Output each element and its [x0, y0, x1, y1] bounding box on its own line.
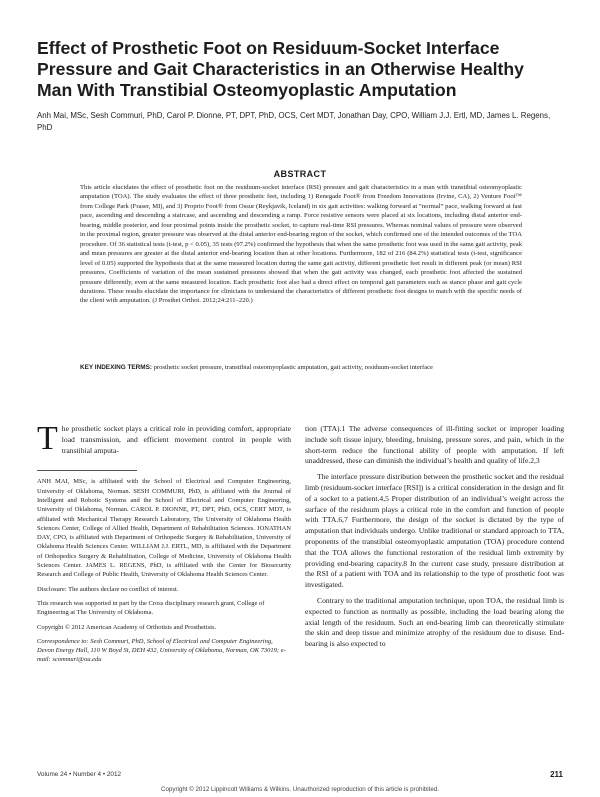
copyright-note: Copyright © 2012 American Academy of Orthotists and Prosthetists. [37, 623, 217, 631]
journal-footer: Volume 24 • Number 4 • 2012 [37, 771, 122, 778]
intro-text: he prosthetic socket plays a critical role in providing comfort, appropriate load transmission, and efficient movement control in people with transtibial amputa- [61, 424, 291, 455]
author-list: Anh Mai, MSc, Sesh Commuri, PhD, Carol P. Dionne, PT, DPT, PhD, OCS, Cert MDT, Jonathan Day, CPO, William J.J. Ertl, MD, James L. Regens, PhD [37, 111, 551, 132]
article-title: Effect of Prosthetic Foot on Residuum-Socket Interface Pressure and Gait Characteristics in an Otherwise Healthy Man With Transtibial Osteomyoplastic Amputation [37, 38, 524, 100]
intro-paragraph [37, 420, 291, 457]
keywords-text: prosthetic socket pressure, transtibial osteomyoplastic amputation, gait activity, residuum-socket interface [153, 364, 433, 371]
body-paragraph: Contrary to the traditional amputation technique, upon TOA, the residual limb is expected to function as normally as possible, including the load bearing along the axial length of the residuum. Such an end-bearing limb can theoretically stimulate the skin and deep tissue and minimize atrophy of the residuum due to disuse. End-bearing is also expected to [305, 595, 564, 649]
abstract-heading: ABSTRACT [273, 169, 327, 179]
disclosure-note: Disclosure: The authors declare no conflict of interest. [37, 585, 179, 593]
correspondence-note [37, 637, 291, 665]
copyright-footer: Copyright © 2012 Lippincott Williams & Wilkins. Unauthorized reproduction of this article is prohibited. [161, 786, 439, 793]
author-notes [37, 477, 291, 664]
footnote-divider [37, 470, 137, 471]
funding-note: This research was supported in part by the Cross disciplinary research grant, College of Engineering at The University of Oklahoma. [37, 599, 265, 617]
body-paragraph: The interface pressure distribution between the prosthetic socket and the residual limb (residuum-socket interface [RSI]) is a critical consideration in the design and fit of a socket to a patient.4,5 Proper distribution of an individual’s weight across the surface of the residuum plays a critical role in the comfort and function of people with TTA.6,7 Furthermore, the design of the socket is dictated by the type of amputation that individuals undergo. Unlike traditional or standard approach to TTA, proponents of the transtibial osteomyoplastic amputation (TOA) procedure contend that the TOA allows the functional restoration of the residual limb extremity by providing end-bearing capacity.8 In the current case study, pressure distribution at the RSI of a patient with TOA and its relationship to the type of prosthetic foot was investigated. [305, 472, 564, 590]
keywords-block [80, 363, 522, 372]
affiliations-note: ANH MAI, MSc, is affiliated with the School of Electrical and Computer Engineering, University of Oklahoma, Norman. SESH COMMURI, PhD, is affiliated with the Journal of Intelligent and Robotic Systems and the School of Electrical and Computer Engineering, University of Oklahoma, Norman. CAROL P. DIONNE, PT, DPT, PhD, OCS, CERT MDT, is affiliated with Mechanical Therapy Research Laboratory, The University of Oklahoma Health Sciences Center, College of Allied Health, Department of Rehabilitation Sciences. JONATHAN DAY, CPO, is affiliated with Department of Orthopedic Surgery & Rehabilitation, University of Oklahoma Health Sciences Center. WILLIAM J.J. ERTL, MD, is affiliated with the Department of Orthopedics Surgery & Rehabilitation, College of Medicine, University of Oklahoma Health Sciences Center. JAMES L. REGENS, PhD, is affiliated with the Center for Biosecurity Research and College of Public Health, University of Oklahoma Health Sciences Center. [37, 478, 291, 579]
body-paragraph: tion (TTA).1 The adverse consequences of ill-fitting socket or improper loading include soft tissue injury, bleeding, bruising, pressure sores, and pain, which in the short-term reduce the functional ability of people with amputation. If left unaddressed, these can diminish the individual’s health and quality of life.2,3 [305, 424, 564, 466]
right-column [305, 424, 564, 655]
page-number: 211 [550, 770, 563, 779]
correspondence-text: Correspondence to: Sesh Commuri, PhD, School of Electrical and Computer Engineering, Devon Energy Hall, 110 W Boyd St, DEH 432, University of Oklahoma, Norman, OK 73019; e-mail: scommuri@ou.edu [37, 637, 286, 664]
left-column [37, 420, 291, 670]
keywords-label: KEY INDEXING TERMS: [80, 364, 152, 371]
drop-cap: T [37, 420, 58, 457]
abstract-text: This article elucidates the effect of prosthetic foot on the residuum-socket interface (RSI) pressure and gait characteristics in a man with transtibial osteomyoplastic amputation (TOA). The study evaluates the effect of three prosthetic feet, including 1) Renegade Foot® from Freedom Innovations (Irvine, CA), 2) Venture Foot™ from College Park (Fraser, MI), and 3) Proprio Foot® from Ossur (Reykjavik, Iceland) in six gait activities: walking forward at “normal” pace, walking forward at fast pace, ascending and descending a staircase, and ascending and descending a ramp. Force resistive sensors were placed at six locations, including distal anterior end-bearing, middle posterior, and four proximal points inside the prosthetic socket, to capture real-time RSI pressures. Whereas nominal values of pressure were observed in the proximal region, greater pressure was observed at the distal anterior end-bearing region of the socket, which confirmed one of the intended outcomes of the TOA procedure. Of 36 statistical tests (t-test, p < 0.05), 35 tests (97.2%) confirmed the hypothesis that when the same prosthetic foot was used in the same gait activity, peak and mean pressures are greater at the distal anterior end-bearing location than at other locations. Furthermore, 182 of 216 (84.2%) statistical tests (t-test, significance level of 0.05) supported the hypothesis that at the same measured location during the same gait activity, different prosthetic feet result in different peak (or mean) RSI pressures. Coefficients of variation of the mean sustained pressures showed that when the gait activity was changed, each prosthetic foot affected the sustained pressure differently, even at the same measured location. Each prosthetic foot also had a direct effect on temporal gait parameters such as stance phase and gait cycle durations. These results elucidate the importance for clinicians to understand the characteristics of different prosthetic foot designs to match with the specific needs of the client with amputation. (J Prosthet Orthot. 2012;24:211–220.) [80, 184, 522, 305]
